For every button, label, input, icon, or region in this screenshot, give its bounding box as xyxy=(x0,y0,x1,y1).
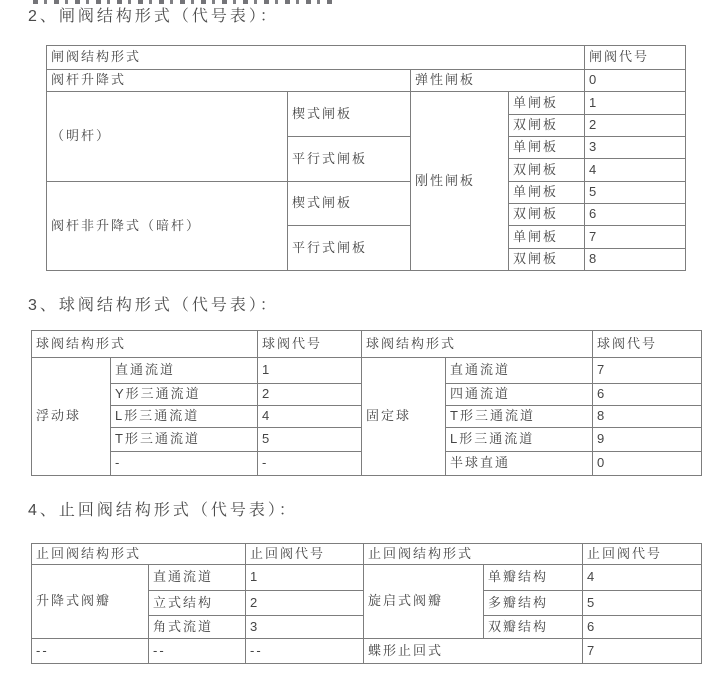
table-cell: T形三通流道 xyxy=(446,406,593,428)
table-cell: 6 xyxy=(585,204,686,226)
table-cell: -- xyxy=(149,639,246,664)
table-header-cell: 闸阀代号 xyxy=(585,46,686,70)
section-heading-ball-valve: 3、球阀结构形式（代号表）： xyxy=(28,297,279,314)
table-cell: 半球直通 xyxy=(446,452,593,476)
table-cell: 浮动球 xyxy=(32,358,111,476)
table-header-cell: 止回阀代号 xyxy=(583,544,702,565)
clipped-text-remnant xyxy=(33,0,333,4)
table-cell: 2 xyxy=(585,115,686,137)
table-cell: 5 xyxy=(585,182,686,204)
section-heading-gate-valve: 2、闸阀结构形式（代号表）： xyxy=(28,8,279,25)
table-cell: 3 xyxy=(246,616,364,639)
table-header-row xyxy=(32,544,702,565)
table-header-row xyxy=(32,331,702,358)
table-cell: 双闸板 xyxy=(509,115,585,137)
table-row xyxy=(47,92,686,115)
table-cell: 立式结构 xyxy=(149,591,246,616)
table-header-cell: 球阀代号 xyxy=(258,331,362,358)
table-cell: 单闸板 xyxy=(509,92,585,115)
table-cell: 9 xyxy=(593,428,702,452)
table-cell: 单闸板 xyxy=(509,137,585,159)
table-cell: 刚性闸板 xyxy=(411,92,509,271)
table-cell: 4 xyxy=(258,406,362,428)
table-cell: L形三通流道 xyxy=(111,406,258,428)
table-cell: 平行式闸板 xyxy=(288,137,411,182)
table-cell: -- xyxy=(246,639,364,664)
table-cell: 0 xyxy=(593,452,702,476)
table-cell: T形三通流道 xyxy=(111,428,258,452)
table-row xyxy=(32,639,702,664)
table-row xyxy=(32,358,702,384)
table-cell: 双瓣结构 xyxy=(484,616,583,639)
table-header-cell: 球阀结构形式 xyxy=(362,331,593,358)
table-cell: - xyxy=(111,452,258,476)
table-header-cell: 球阀结构形式 xyxy=(32,331,258,358)
table-header-cell: 止回阀结构形式 xyxy=(32,544,246,565)
table-cell: 7 xyxy=(585,226,686,249)
table-cell: 双闸板 xyxy=(509,249,585,271)
table-row xyxy=(47,182,686,204)
table-cell: 楔式闸板 xyxy=(288,92,411,137)
section-heading-check-valve: 4、止回阀结构形式（代号表）： xyxy=(28,502,298,519)
table-header-row xyxy=(47,46,686,70)
table-cell: 单瓣结构 xyxy=(484,565,583,591)
ball-valve-code-table xyxy=(31,330,702,476)
table-cell: 1 xyxy=(585,92,686,115)
table-cell: 角式流道 xyxy=(149,616,246,639)
table-cell: L形三通流道 xyxy=(446,428,593,452)
table-header-cell: 止回阀结构形式 xyxy=(364,544,583,565)
table-cell: 楔式闸板 xyxy=(288,182,411,226)
table-cell: 4 xyxy=(585,159,686,182)
table-cell: 8 xyxy=(593,406,702,428)
table-cell: 2 xyxy=(246,591,364,616)
table-cell: 平行式闸板 xyxy=(288,226,411,271)
table-cell: 7 xyxy=(593,358,702,384)
table-row xyxy=(47,70,686,92)
table-cell: 4 xyxy=(583,565,702,591)
table-row xyxy=(32,565,702,591)
table-cell: 固定球 xyxy=(362,358,446,476)
table-cell: 直通流道 xyxy=(446,358,593,384)
table-cell: （明杆） xyxy=(47,92,288,182)
table-header-cell: 球阀代号 xyxy=(593,331,702,358)
table-cell: 直通流道 xyxy=(111,358,258,384)
table-cell: 6 xyxy=(583,616,702,639)
table-cell: 直通流道 xyxy=(149,565,246,591)
table-cell: 2 xyxy=(258,384,362,406)
table-cell: 单闸板 xyxy=(509,182,585,204)
table-cell: 双闸板 xyxy=(509,159,585,182)
gate-valve-code-table xyxy=(46,45,686,271)
table-cell: - xyxy=(258,452,362,476)
table-cell: 8 xyxy=(585,249,686,271)
table-cell: 单闸板 xyxy=(509,226,585,249)
table-cell: 0 xyxy=(585,70,686,92)
table-cell: 弹性闸板 xyxy=(411,70,585,92)
table-cell: 四通流道 xyxy=(446,384,593,406)
table-cell: 阀杆升降式 xyxy=(47,70,411,92)
table-cell: 6 xyxy=(593,384,702,406)
table-cell: 1 xyxy=(258,358,362,384)
table-cell: 升降式阀瓣 xyxy=(32,565,149,639)
table-cell: Y形三通流道 xyxy=(111,384,258,406)
table-cell: 双闸板 xyxy=(509,204,585,226)
table-header-cell: 止回阀代号 xyxy=(246,544,364,565)
table-cell: -- xyxy=(32,639,149,664)
table-cell: 蝶形止回式 xyxy=(364,639,583,664)
table-cell: 多瓣结构 xyxy=(484,591,583,616)
table-cell: 5 xyxy=(583,591,702,616)
table-cell: 1 xyxy=(246,565,364,591)
table-cell: 阀杆非升降式（暗杆） xyxy=(47,182,288,271)
table-cell: 7 xyxy=(583,639,702,664)
check-valve-code-table xyxy=(31,543,702,664)
table-cell: 5 xyxy=(258,428,362,452)
table-cell: 3 xyxy=(585,137,686,159)
table-header-cell: 闸阀结构形式 xyxy=(47,46,585,70)
table-cell: 旋启式阀瓣 xyxy=(364,565,484,639)
